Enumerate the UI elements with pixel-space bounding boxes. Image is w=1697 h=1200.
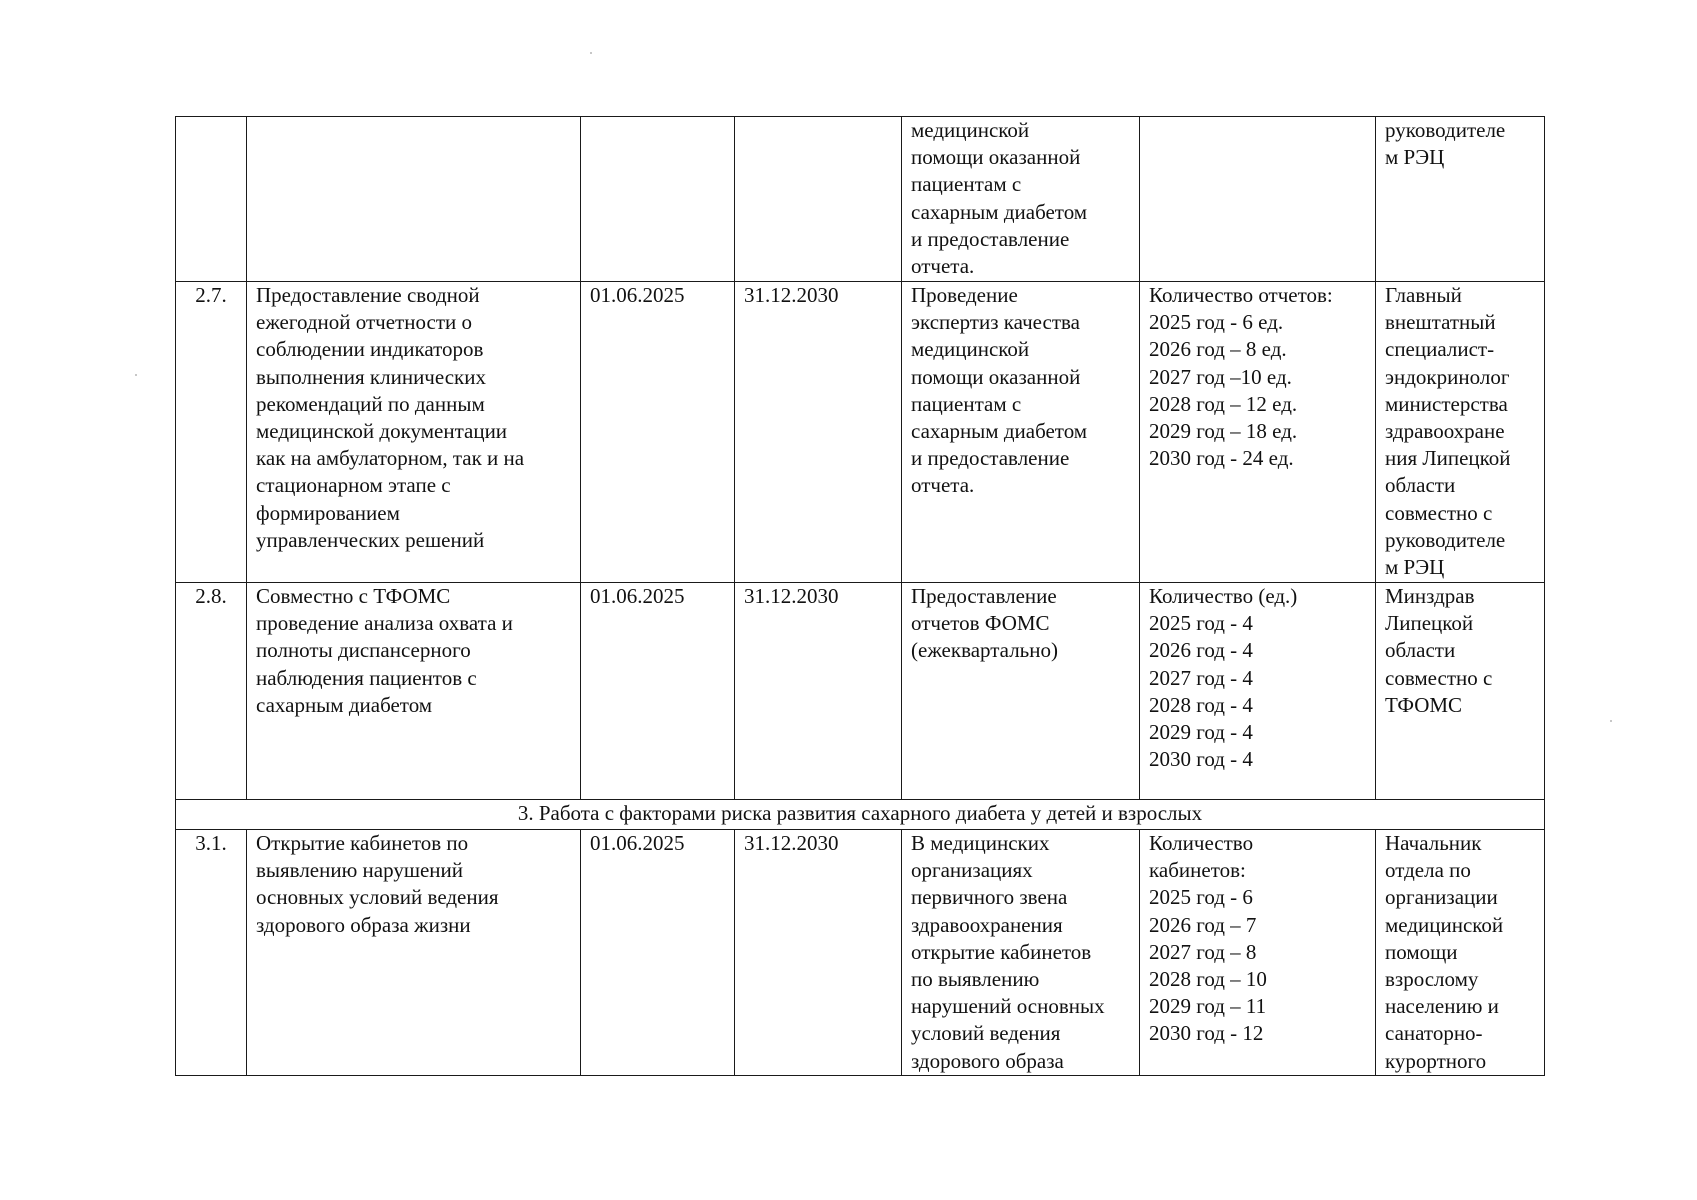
start-date: 01.06.2025 — [581, 830, 735, 1076]
expected-result: Проведение экспертиз качества медицинской помощи оказанной пациентам с сахарным диабетом и предоставление отчета. — [902, 282, 1140, 583]
table-row-3-1 — [176, 830, 1545, 1076]
table-row-continuation — [176, 117, 1545, 282]
end-date: 31.12.2030 — [735, 830, 902, 1076]
responsible: Минздрав Липецкой области совместно с ТФОМС — [1376, 583, 1545, 800]
measure-name: Открытие кабинетов по выявлению нарушений основных условий ведения здорового образа жизни — [247, 830, 581, 1076]
section-title: 3. Работа с факторами риска развития сахарного диабета у детей и взрослых — [176, 800, 1545, 830]
indicator: Количество отчетов: 2025 год - 6 ед. 2026 год – 8 ед. 2027 год –10 ед. 2028 год – 12 ед. 2029 год – 18 ед. 2030 год - 24 ед. — [1140, 282, 1376, 583]
measure-name — [247, 117, 581, 282]
responsible: Начальник отдела по организации медицинской помощи взрослому населению и санаторно- курортного — [1376, 830, 1545, 1076]
row-number: 2.7. — [176, 282, 247, 583]
section-header-row — [176, 800, 1545, 830]
measures-table — [175, 116, 1545, 1076]
row-number: 3.1. — [176, 830, 247, 1076]
start-date: 01.06.2025 — [581, 583, 735, 800]
expected-result: Предоставление отчетов ФОМС (ежеквартально) — [902, 583, 1140, 800]
start-date — [581, 117, 735, 282]
start-date: 01.06.2025 — [581, 282, 735, 583]
row-number — [176, 117, 247, 282]
scan-speck — [590, 52, 592, 54]
expected-result: В медицинских организациях первичного звена здравоохранения открытие кабинетов по выявлению нарушений основных условий ведения здорового образа — [902, 830, 1140, 1076]
expected-result: медицинской помощи оказанной пациентам с сахарным диабетом и предоставление отчета. — [902, 117, 1140, 282]
measure-name: Совместно с ТФОМС проведение анализа охвата и полноты диспансерного наблюдения пациентов с сахарным диабетом — [247, 583, 581, 800]
indicator: Количество кабинетов: 2025 год - 6 2026 год – 7 2027 год – 8 2028 год – 10 2029 год – 11 2030 год - 12 — [1140, 830, 1376, 1076]
table-row-2-7 — [176, 282, 1545, 583]
scan-speck — [1610, 720, 1612, 722]
scan-speck — [135, 374, 137, 376]
indicator — [1140, 117, 1376, 282]
end-date: 31.12.2030 — [735, 282, 902, 583]
table-row-2-8 — [176, 583, 1545, 800]
end-date — [735, 117, 902, 282]
end-date: 31.12.2030 — [735, 583, 902, 800]
indicator: Количество (ед.) 2025 год - 4 2026 год - 4 2027 год - 4 2028 год - 4 2029 год - 4 2030 год - 4 — [1140, 583, 1376, 800]
responsible: Главный внештатный специалист- эндокринолог министерства здравоохране ния Липецкой области совместно с руководителе м РЭЦ — [1376, 282, 1545, 583]
responsible: руководителе м РЭЦ — [1376, 117, 1545, 282]
measure-name: Предоставление сводной ежегодной отчетности о соблюдении индикаторов выполнения клинических рекомендаций по данным медицинской документации как на амбулаторном, так и на стационарном этапе с формированием управленческих решений — [247, 282, 581, 583]
row-number: 2.8. — [176, 583, 247, 800]
